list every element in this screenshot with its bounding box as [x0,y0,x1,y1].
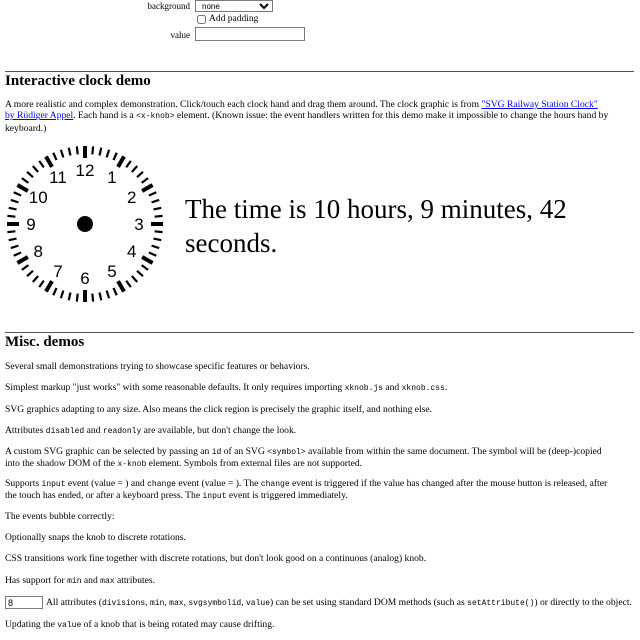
clock-minute-tick [22,265,28,270]
clock-minute-tick [126,161,131,167]
clock-minute-tick [100,148,102,156]
time-readout: The time is 10 hours, 9 minutes, 42 seconds. [185,194,567,258]
clock-intro-text: element. (Known issue: the event handlers written for this demo make it impossible to change the hours hand by [174,110,609,122]
simplest-markup-text: Simplest markup "just works" with some reasonable defaults. It only requires importing xknob.js and xknob.css. [5,382,448,393]
clock-minute-tick [92,146,93,154]
section-divider [5,71,634,72]
add-padding-control[interactable] [197,14,258,24]
clock-number: 10 [28,188,48,207]
clock-hour-tick [142,185,152,191]
clock-minute-tick [11,200,19,202]
clock-minute-tick [132,276,137,282]
clock-minute-tick [137,271,143,276]
clock-number: 6 [80,269,90,288]
misc-section-title: Misc. demos [5,334,85,350]
clock-minute-tick [113,153,116,160]
attributes-text: Attributes disabled and readonly are available, but don't change the look. [5,425,297,436]
attributes-number-input[interactable] [5,596,43,609]
clock-number: 1 [107,168,117,188]
value-input[interactable] [195,27,305,41]
background-select[interactable] [195,0,273,12]
clock-minute-tick [152,200,160,202]
drifting-text: Updating the value of a knob that is being rotated may cause drifting. [5,619,275,630]
clock-minute-tick [149,192,156,195]
clock-minute-tick [153,208,161,210]
clock-minute-tick [107,150,109,158]
clock-hour-tick [17,257,27,263]
clock-minute-tick [132,166,137,172]
background-label: background [147,1,190,11]
clock-number: 7 [53,261,63,281]
clock-hour-tick [46,281,52,291]
clock-minute-tick [9,239,17,241]
svg-adapting-text: SVG graphics adapting to any size. Also means the click region is precisely the graphic itself, and nothing else. [5,404,433,415]
clock-minute-tick [69,148,71,156]
clock-number: 2 [127,188,137,207]
clock-minute-tick [61,150,63,158]
clock-number: 12 [75,161,95,180]
all-attributes-text: All attributes (divisions, min, max, svgsymbolid, value) can be set using standard DOM methods (such as setAttribute()) or directly to the object. [46,597,632,608]
clock-minute-tick [53,153,56,160]
clock-number: 3 [134,215,144,234]
clock-number: 4 [127,242,137,261]
clock-hour-tick [142,257,152,263]
clock-minute-tick [155,216,163,217]
clock-minute-tick [69,292,71,300]
clock-minute-tick [149,252,156,255]
clock-number: 9 [26,215,36,234]
code-x-knob: <x-knob> [136,112,175,122]
clock-minute-tick [77,294,78,302]
clock-minute-tick [155,231,163,232]
railway-clock[interactable] [5,144,165,304]
clock-section-title: Interactive clock demo [5,73,151,89]
clock-number: 5 [107,261,117,281]
clock-minute-tick [107,291,109,299]
clock-minute-tick [7,231,15,232]
clock-intro-text: keyboard.) [5,122,47,134]
clock-minute-tick [33,166,38,172]
clock-minute-tick [137,172,143,177]
clock-center-dot[interactable] [77,216,93,232]
clock-number: 11 [49,168,67,188]
clock-minute-tick [9,208,17,210]
svg-clock-link[interactable]: "SVG Railway Station Clock" [481,99,598,110]
clock-minute-tick [142,178,148,183]
clock-number: 8 [33,242,43,261]
clock-minute-tick [14,252,21,255]
clock-minute-tick [53,288,56,295]
clock-minute-tick [152,246,160,248]
css-transitions-text: CSS transitions work fine together with discrete rotations, but don't look good on a continuous (analog) knob. [5,553,427,564]
clock-hour-tick [46,156,52,166]
clock-minute-tick [77,146,78,154]
clock-hour-tick [118,156,124,166]
svg-clock-link-author[interactable]: by Rüdiger Appel [5,110,74,122]
value-label: value [170,30,190,40]
clock-minute-tick [61,291,63,299]
clock-minute-tick [153,239,161,241]
section-divider [5,332,634,333]
min-max-text: Has support for min and max attributes. [5,575,156,586]
clock-minute-tick [33,276,38,282]
clock-minute-tick [22,178,28,183]
clock-minute-tick [92,294,93,302]
snaps-text: Optionally snaps the knob to discrete rotations. [5,532,186,543]
clock-hour-tick [118,281,124,291]
events-bubble-text: The events bubble correctly: [5,511,115,522]
clock-minute-tick [27,271,33,276]
events-support-text: Supports input event (value = ) and change event (value = ). The change event is triggered if the value has changed after the mouse button is released, after the touch has ended, or after a keyboard press. The input event is triggered immediately. [5,478,608,502]
clock-minute-tick [27,172,33,177]
add-padding-checkbox[interactable] [197,15,206,24]
clock-intro-text: . Each hand is a [73,110,137,122]
clock-minute-tick [113,288,116,295]
add-padding-label: Add padding [209,14,259,24]
clock-minute-tick [39,161,44,167]
clock-intro-text: A more realistic and complex demonstration. Click/touch each clock hand and drag them around. The clock graphic is from [5,99,482,110]
clock-minute-tick [14,192,21,195]
clock-hour-tick [17,185,27,191]
clock-minute-tick [142,265,148,270]
misc-intro: Several small demonstrations trying to showcase specific features or behaviors. [5,361,310,372]
clock-minute-tick [39,281,44,287]
clock-minute-tick [100,292,102,300]
clock-minute-tick [7,216,15,217]
clock-intro [5,99,633,134]
custom-svg-text: A custom SVG graphic can be selected by passing an id of an SVG <symbol> available from within the same document. The symbol will be (deep-)copied into the shadow DOM of the x-knob element. Symbols from external files are not supported. [5,446,602,470]
clock-minute-tick [126,281,131,287]
clock-minute-tick [11,246,19,248]
